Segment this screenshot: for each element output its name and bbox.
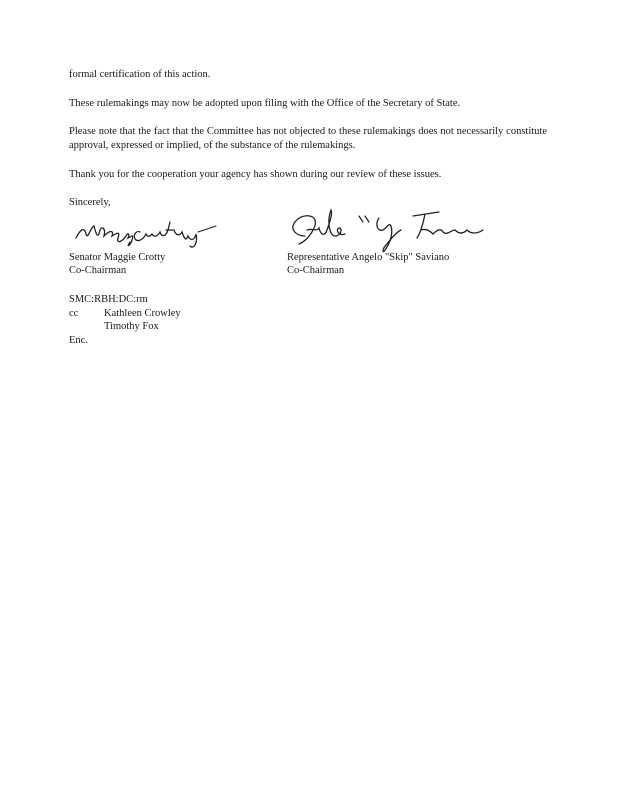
signatory-title-left: Co-Chairman bbox=[69, 265, 127, 276]
paragraph-note: Please note that the fact that the Committee has not objected to these rulemakings does not necessarily constitute approval, expressed or implied, of the substance of the rulemakings. bbox=[69, 126, 547, 151]
paragraph-adoption: These rulemakings may now be adopted upon filing with the Office of the Secretary of State. bbox=[69, 98, 461, 109]
reference-initials: SMC:RBH:DC:rm bbox=[69, 294, 148, 305]
cc-name: Timothy Fox bbox=[104, 321, 159, 332]
cc-names bbox=[104, 307, 181, 334]
signatory-name-left: Senator Maggie Crotty bbox=[69, 252, 166, 263]
closing-salutation: Sincerely, bbox=[69, 197, 111, 208]
cc-label: cc bbox=[69, 307, 79, 319]
cc-list bbox=[69, 307, 181, 334]
paragraph-thanks: Thank you for the cooperation your agency has shown during our review of these issues. bbox=[69, 169, 442, 180]
signatory-title-right: Co-Chairman bbox=[287, 265, 345, 276]
paragraph-certification: formal certification of this action. bbox=[69, 69, 211, 80]
cc-name: Kathleen Crowley bbox=[104, 307, 181, 319]
reference-block bbox=[69, 293, 181, 347]
signature-angelo-saviano bbox=[283, 206, 493, 256]
signature-block-left bbox=[69, 251, 165, 277]
signatory-name-right: Representative Angelo "Skip" Saviano bbox=[287, 252, 450, 263]
signature-block-right bbox=[287, 251, 449, 277]
signature-maggie-crotty bbox=[70, 212, 220, 252]
enclosure-note: Enc. bbox=[69, 334, 88, 346]
